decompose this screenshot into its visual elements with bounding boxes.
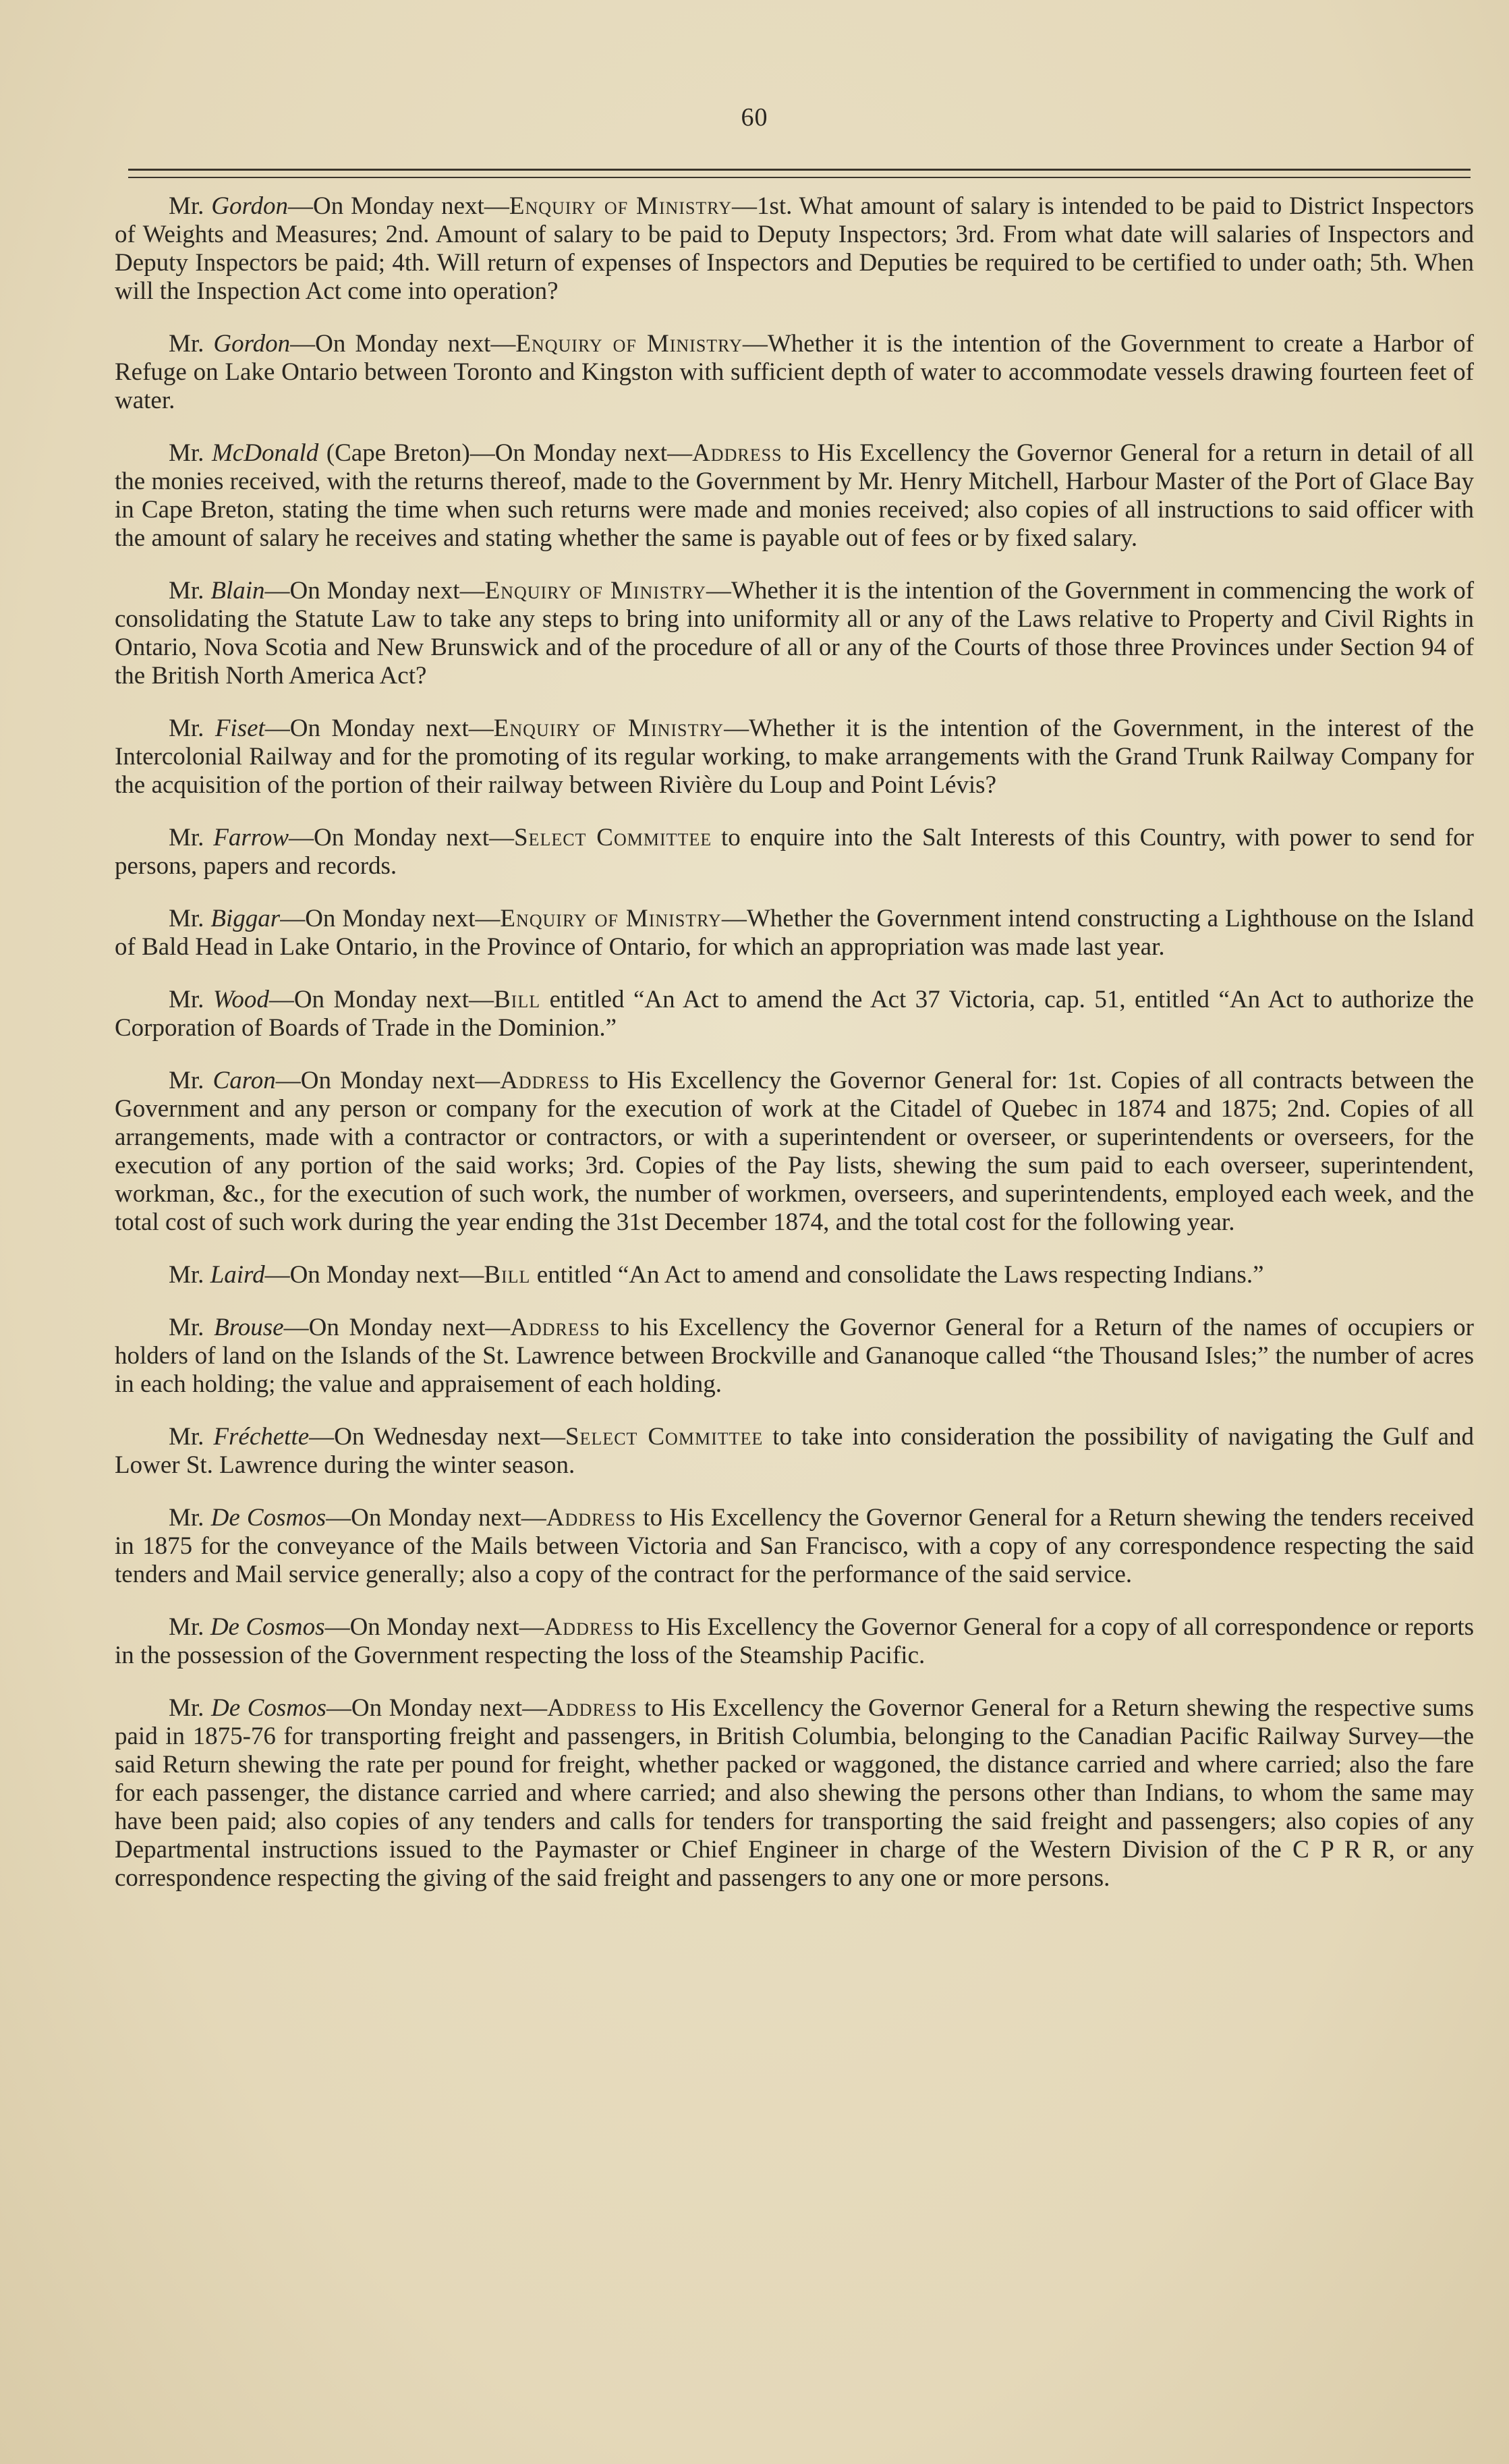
notice-type: Enquiry of Ministry — [509, 192, 732, 220]
notices-list — [115, 192, 1474, 1917]
notice-text: to His Excellency the Governor General for a copy of all correspondence or reports in the possession of the Government respecting the loss of the Steamship Pacific. — [115, 1613, 1474, 1669]
member-name: Gordon — [211, 192, 288, 220]
notice-text: —Whether it is the intention of the Government, in the interest of the Intercolonial Railway and for the promoting of its regular working, to make arrangements with the Grand Trunk Railway Company for the acquisition of the portion of their railway between Rivière du Loup and Point Lévis? — [115, 715, 1475, 799]
notice-type: Enquiry of Ministry — [484, 577, 706, 605]
notice-entry: Mr. Biggar—On Monday next—Enquiry of Ministry—Whether the Government intend constructing a Lighthouse on the Island of Bald Head in Lake Ontario, in the Province of Ontario, for which an appropriation was made last year. — [115, 905, 1474, 961]
notice-text: to enquire into the Salt Interests of this Country, with power to send for persons, papers and records. — [115, 824, 1474, 880]
notice-entry: Mr. Fréchette—On Wednesday next—Select Committee to take into consideration the possibility of navigating the Gulf and Lower St. Lawrence during the winter season. — [115, 1423, 1475, 1479]
member-name: Brouse — [214, 1314, 284, 1341]
member-name: Gordon — [213, 330, 291, 358]
notice-entry: Mr. De Cosmos—On Monday next—Address to His Excellency the Governor General for a Return shewing the tenders received in 1875 for the conveyance of the Mails between Victoria and San Francisco, with a copy of any correspondence respecting the said tenders and Mail service generally; also a copy of the contract for the performance of the said service. — [115, 1504, 1475, 1588]
notice-text: entitled “An Act to amend the Act 37 Victoria, cap. 51, entitled “An Act to authorize the Corporation of Boards of Trade in the Dominion.” — [115, 986, 1474, 1042]
notice-type: Bill — [484, 1261, 531, 1289]
member-name: Farrow — [213, 824, 289, 851]
notice-text: to his Excellency the Governor General for a Return of the names of occupiers or holders of land on the Islands of the St. Lawrence between Brockville and Gananoque called “the Thousand Isles;” the number of acres in each holding; the value and appraisement of each holding. — [115, 1314, 1475, 1398]
notice-type: Address — [546, 1504, 637, 1532]
notice-text: entitled “An Act to amend and consolidate the Laws respecting Indians.” — [530, 1261, 1264, 1289]
notice-entry: Mr. Farrow—On Monday next—Select Committee to enquire into the Salt Interests of this Country, with power to send for persons, papers and records. — [115, 824, 1474, 880]
notice-entry: Mr. De Cosmos—On Monday next—Address to His Excellency the Governor General for a Return shewing the respective sums paid in 1875-76 for transporting freight and passengers, in British Columbia, belonging to the Canadian Pacific Railway Survey—the said Return shewing the rate per pound for freight, whether packed or waggoned, the distance carried and where carried; also the fare for each passenger, the distance carried and where carried; and also shewing the persons other than Indians, to whom the same may have been paid; also copies of any tenders and calls for tenders for transporting the said freight and passengers; also copies of any Departmental instructions issued to the Paymaster or Chief Engineer in charge of the Western Division of the C P R R, or any correspondence respecting the giving of the said freight and passengers to any one or more persons. — [115, 1694, 1474, 1892]
notice-type: Address — [500, 1067, 590, 1094]
member-name: Fiset — [215, 715, 265, 742]
notice-entry: Mr. Gordon—On Monday next—Enquiry of Ministry—1st. What amount of salary is intended to be paid to District Inspectors of Weights and Measures; 2nd. Amount of salary to be paid to Deputy Inspectors; 3rd. From what date will salaries of Inspectors and Deputy Inspectors be paid; 4th. Will return of expenses of Inspectors and Deputies be required to be certified to under oath; 5th. When will the Inspection Act come into operation? — [115, 192, 1474, 305]
member-name: Blain — [210, 577, 265, 605]
notice-entry: Mr. Brouse—On Monday next—Address to his Excellency the Governor General for a Return of the names of occupiers or holders of land on the Islands of the St. Lawrence between Brockville and Gananoque called “the Thousand Isles;” the number of acres in each holding; the value and appraisement of each holding. — [115, 1314, 1475, 1398]
notice-text: —1st. What amount of salary is intended to be paid to District Inspectors of Weights and Measures; 2nd. Amount of salary to be paid to Deputy Inspectors; 3rd. From what date will salaries of Inspectors and Deputy Inspectors be paid; 4th. Will return of expenses of Inspectors and Deputies be required to be certified to under oath; 5th. When will the Inspection Act come into operation? — [115, 192, 1474, 305]
notice-entry: Mr. De Cosmos—On Monday next—Address to His Excellency the Governor General for a copy of all correspondence or reports in the possession of the Government respecting the loss of the Steamship Pacific. — [115, 1613, 1474, 1669]
notice-text: to His Excellency the Governor General for a Return shewing the tenders received in 1875 for the conveyance of the Mails between Victoria and San Francisco, with a copy of any correspondence respecting the said tenders and Mail service generally; also a copy of the contract for the performance of the said service. — [115, 1504, 1475, 1588]
notice-entry: Mr. Caron—On Monday next—Address to His Excellency the Governor General for: 1st. Copies of all contracts between the Government and any person or company for the execution of work at the Citadel of Quebec in 1874 and 1875; 2nd. Copies of all arrangements, made with a contractor or contractors, or with a superintendent or overseer, or superintendents or overseers, for the execution of any portion of the said works; 3rd. Copies of the Pay lists, shewing the sum paid to each overseer, superintendent, workman, &c., for the execution of such work, the number of workmen, overseers, and superintendents, employed each week, and the total cost of such work during the year ending the 31st December 1874, and the total cost for the following year. — [115, 1067, 1474, 1236]
member-name: Fréchette — [213, 1423, 310, 1451]
notice-type: Address — [510, 1314, 600, 1341]
member-name: De Cosmos — [210, 1613, 325, 1641]
member-name: De Cosmos — [210, 1694, 326, 1722]
notice-type: Address — [544, 1613, 634, 1641]
member-name: Wood — [212, 986, 269, 1013]
notice-type: Select Committee — [513, 824, 712, 851]
notice-type: Enquiry of Ministry — [515, 330, 743, 358]
member-name: Biggar — [210, 905, 281, 932]
notice-type: Enquiry of Ministry — [493, 715, 724, 742]
member-name: McDonald — [211, 439, 319, 467]
notice-text: to take into consideration the possibility of navigating the Gulf and Lower St. Lawrence during the winter season. — [115, 1423, 1475, 1479]
notice-entry: Mr. Gordon—On Monday next—Enquiry of Ministry—Whether it is the intention of the Government to create a Harbor of Refuge on Lake Ontario between Toronto and Kingston with sufficient depth of water to accommodate vessels drawing fourteen feet of water. — [115, 330, 1474, 414]
member-name: Laird — [210, 1261, 265, 1289]
notice-text: to His Excellency the Governor General for a Return shewing the respective sums paid in 1875-76 for transporting freight and passengers, in British Columbia, belonging to the Canadian Pacific Railway Survey—the said Return shewing the rate per pound for freight, whether packed or waggoned, the distance carried and where carried; also the fare for each passenger, the distance carried and where carried; and also shewing the persons other than Indians, to whom the same may have been paid; also copies of any tenders and calls for tenders for transporting the said freight and passengers; also copies of any Departmental instructions issued to the Paymaster or Chief Engineer in charge of the Western Division of the C P R R, or any correspondence respecting the giving of the said freight and passengers to any one or more persons. — [115, 1694, 1474, 1892]
header-rule-top — [128, 169, 1471, 171]
notice-type: Select Committee — [565, 1423, 764, 1451]
notice-text: —Whether the Government intend constructing a Lighthouse on the Island of Bald Head in Lake Ontario, in the Province of Ontario, for which an appropriation was made last year. — [115, 905, 1474, 961]
member-name: De Cosmos — [210, 1504, 326, 1532]
notice-type: Address — [692, 439, 782, 467]
notice-entry: Mr. Fiset—On Monday next—Enquiry of Ministry—Whether it is the intention of the Government, in the interest of the Intercolonial Railway and for the promoting of its regular working, to make arrangements with the Grand Trunk Railway Company for the acquisition of the portion of their railway between Rivière du Loup and Point Lévis? — [115, 715, 1475, 799]
member-name: Caron — [212, 1067, 276, 1094]
notice-entry: Mr. Wood—On Monday next—Bill entitled “An Act to amend the Act 37 Victoria, cap. 51, entitled “An Act to authorize the Corporation of Boards of Trade in the Dominion.” — [115, 986, 1474, 1042]
notice-type: Bill — [494, 986, 541, 1013]
notice-type: Address — [547, 1694, 637, 1722]
notice-type: Enquiry of Ministry — [500, 905, 722, 932]
notice-text: to His Excellency the Governor General for: 1st. Copies of all contracts between the Government and any person or company for the execution of work at the Citadel of Quebec in 1874 and 1875; 2nd. Copies of all arrangements, made with a contractor or contractors, or with a superintendent or overseer, or superintendents or overseers, for the execution of any portion of the said works; 3rd. Copies of the Pay lists, shewing the sum paid to each overseer, superintendent, workman, &c., for the execution of such work, the number of workmen, overseers, and superintendents, employed each week, and the total cost of such work during the year ending the 31st December 1874, and the total cost for the following year. — [115, 1067, 1474, 1236]
notice-text: —Whether it is the intention of the Government to create a Harbor of Refuge on Lake Ontario between Toronto and Kingston with sufficient depth of water to accommodate vessels drawing fourteen feet of water. — [115, 330, 1474, 414]
notice-entry: Mr. McDonald (Cape Breton)—On Monday next—Address to His Excellency the Governor General for a return in detail of all the monies received, with the returns thereof, made to the Government by Mr. Henry Mitchell, Harbour Master of the Port of Glace Bay in Cape Breton, stating the time when such returns were made and monies received; also copies of all instructions to said officer with the amount of salary he receives and stating whether the same is payable out of fees or by fixed salary. — [115, 439, 1474, 552]
notice-entry: Mr. Blain—On Monday next—Enquiry of Ministry—Whether it is the intention of the Government in commencing the work of consolidating the Statute Law to take any steps to bring into uniformity all or any of the Laws relative to Property and Civil Rights in Ontario, Nova Scotia and New Brunswick and of the procedure of all or any of the Courts of those three Provinces under Section 94 of the British North America Act? — [115, 577, 1475, 690]
notice-text: to His Excellency the Governor General for a return in detail of all the monies received, with the returns thereof, made to the Government by Mr. Henry Mitchell, Harbour Master of the Port of Glace Bay in Cape Breton, stating the time when such returns were made and monies received; also copies of all instructions to said officer with the amount of salary he receives and stating whether the same is payable out of fees or by fixed salary. — [115, 439, 1474, 552]
page-number: 60 — [741, 103, 768, 132]
notice-text: —Whether it is the intention of the Government in commencing the work of consolidating the Statute Law to take any steps to bring into uniformity all or any of the Laws relative to Property and Civil Rights in Ontario, Nova Scotia and New Brunswick and of the procedure of all or any of the Courts of those three Provinces under Section 94 of the British North America Act? — [115, 577, 1475, 690]
header-rule-bottom — [128, 177, 1471, 178]
notice-entry: Mr. Laird—On Monday next—Bill entitled “An Act to amend and consolidate the Laws respecting Indians.” — [169, 1261, 1264, 1289]
